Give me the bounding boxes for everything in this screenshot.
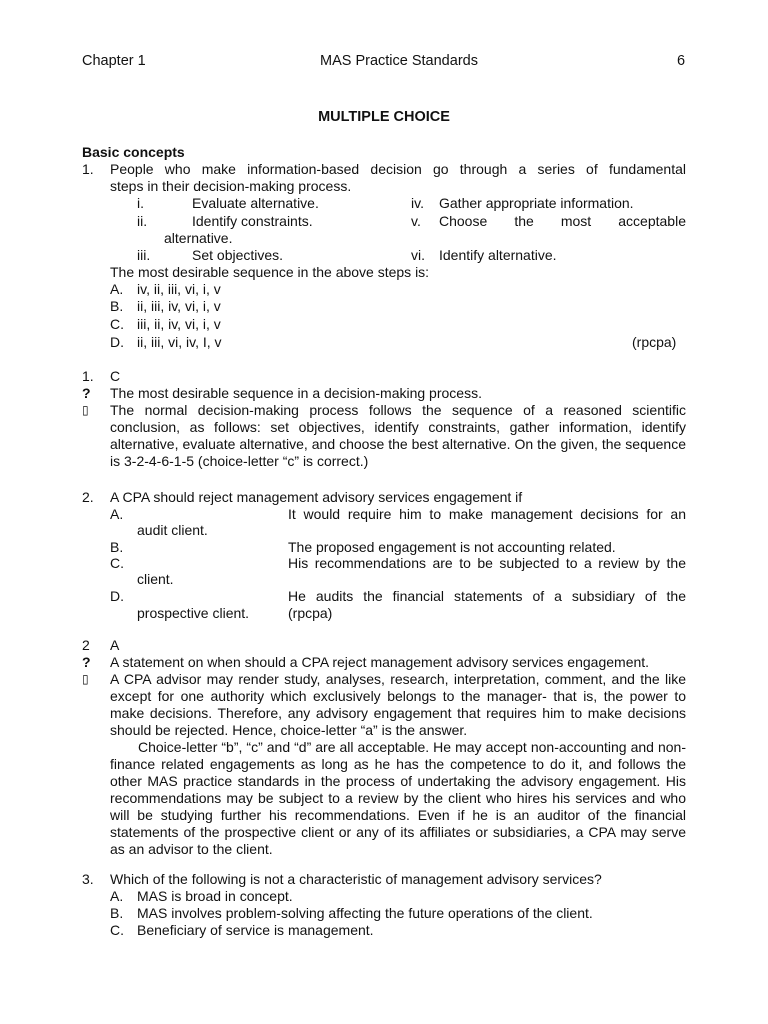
- choice-text-cont: audit client.: [137, 522, 208, 538]
- choice-text: It would require him to make management decisions for an: [288, 506, 686, 522]
- choice-text-cont: client.: [137, 571, 174, 587]
- answer-number: 2: [82, 637, 90, 653]
- choice-text: MAS involves problem-solving affecting the future operations of the client.: [137, 905, 593, 921]
- choice-letter: C.: [110, 922, 124, 938]
- source-tag: (rpcpa): [632, 334, 677, 350]
- page-number: 6: [677, 53, 686, 69]
- choice-text: His recommendations are to be subjected to a review by the: [288, 555, 686, 571]
- step-number: vi.: [411, 247, 425, 263]
- step-number: i.: [137, 195, 144, 211]
- choice-letter: C.: [110, 316, 124, 332]
- question-number: 1.: [82, 161, 94, 177]
- choice-text: ii, iii, vi, iv, I, v: [137, 334, 222, 350]
- question-stem: People who make information-based decision go through a series of fundamental: [110, 161, 686, 177]
- choice-letter: C.: [110, 555, 124, 571]
- choice-letter: B.: [110, 298, 124, 314]
- choice-text-cont: prospective client.: [137, 605, 250, 621]
- step-number: ii.: [137, 213, 148, 229]
- answer-number: 1.: [82, 368, 94, 384]
- section-title: Basic concepts: [82, 144, 185, 160]
- step-number: iv.: [411, 195, 424, 211]
- question-stem-cont: steps in their decision-making process.: [110, 178, 352, 194]
- answer-explanation-cont: Choice-letter “b”, “c” and “d” are all acceptable. He may accept non-accounting and non-finance related engagements as long as he has the competence to do it, and follows the other MAS practice standards in the process of undertaking the advisory engagement. His recommendations may be subject to a review by the client who hires his services and who will be studying further his recommendations. Even if he is an auditor of the financial statements of the prospective client or any of its affiliates or subsidiaries, a CPA may serve as an advisor to the client.: [110, 739, 686, 857]
- step-number: iii.: [137, 247, 151, 263]
- choice-text: The proposed engagement is not accounting related.: [288, 539, 616, 555]
- choice-letter: A.: [110, 281, 124, 297]
- choice-letter: A.: [110, 888, 124, 904]
- question-stem: A CPA should reject management advisory services engagement if: [110, 489, 523, 505]
- choice-text: Beneficiary of service is management.: [137, 922, 374, 938]
- step-text-cont: alternative.: [164, 230, 233, 246]
- question-stem: Which of the following is not a characteristic of management advisory services?: [110, 871, 602, 887]
- step-text: Evaluate alternative.: [192, 195, 319, 211]
- header-chapter: Chapter 1: [82, 53, 146, 69]
- answer-letter: A: [110, 637, 120, 653]
- bullet-icon: ▯: [82, 403, 89, 417]
- answer-summary: A statement on when should a CPA reject management advisory services engagement.: [110, 654, 650, 670]
- answer-summary: The most desirable sequence in a decision-making process.: [110, 385, 482, 401]
- question-mark-icon: ?: [82, 654, 91, 670]
- choice-text: ii, iii, iv, vi, i, v: [137, 298, 221, 314]
- step-text: Identify constraints.: [192, 213, 313, 229]
- step-text: Identify alternative.: [439, 247, 557, 263]
- choice-letter: B.: [110, 539, 124, 555]
- question-mark-icon: ?: [82, 385, 91, 401]
- source-tag: (rpcpa): [288, 605, 333, 621]
- choice-letter: B.: [110, 905, 124, 921]
- choice-letter: A.: [110, 506, 124, 522]
- answer-explanation: The normal decision-making process follows the sequence of a reasoned scientific conclusion, as follows: set objectives, identify constraints, gather information, identify alternative, evaluate alternative, and choose the best alternative. On the given, the sequence is 3-2-4-6-1-5 (choice-letter “c” is correct.): [110, 402, 686, 469]
- step-text: Set objectives.: [192, 247, 284, 263]
- choice-text: MAS is broad in concept.: [137, 888, 293, 904]
- question-number: 3.: [82, 871, 94, 887]
- question-number: 2.: [82, 489, 94, 505]
- choice-text: He audits the financial statements of a subsidiary of the: [288, 588, 686, 604]
- header-title: MAS Practice Standards: [320, 53, 478, 69]
- choice-text: iii, ii, iv, vi, i, v: [137, 316, 221, 332]
- question-prompt: The most desirable sequence in the above steps is:: [110, 264, 430, 280]
- step-text: Gather appropriate information.: [439, 195, 634, 211]
- step-text: Choose the most acceptable: [439, 213, 686, 229]
- choice-letter: D.: [110, 334, 124, 350]
- answer-letter: C: [110, 368, 121, 384]
- bullet-icon: ▯: [82, 672, 89, 686]
- choice-letter: D.: [110, 588, 124, 604]
- step-number: v.: [411, 213, 421, 229]
- choice-text: iv, ii, iii, vi, i, v: [137, 281, 221, 297]
- page-heading: MULTIPLE CHOICE: [318, 109, 450, 125]
- answer-explanation: A CPA advisor may render study, analyses, research, interpretation, comment, and the like except for one authority which exclusively belongs to the manager- that is, the power to make decisions. Therefore, any advisory engagement that requires him to make decisions should be rejected. Hence, choice-letter “a” is the answer.: [110, 671, 686, 738]
